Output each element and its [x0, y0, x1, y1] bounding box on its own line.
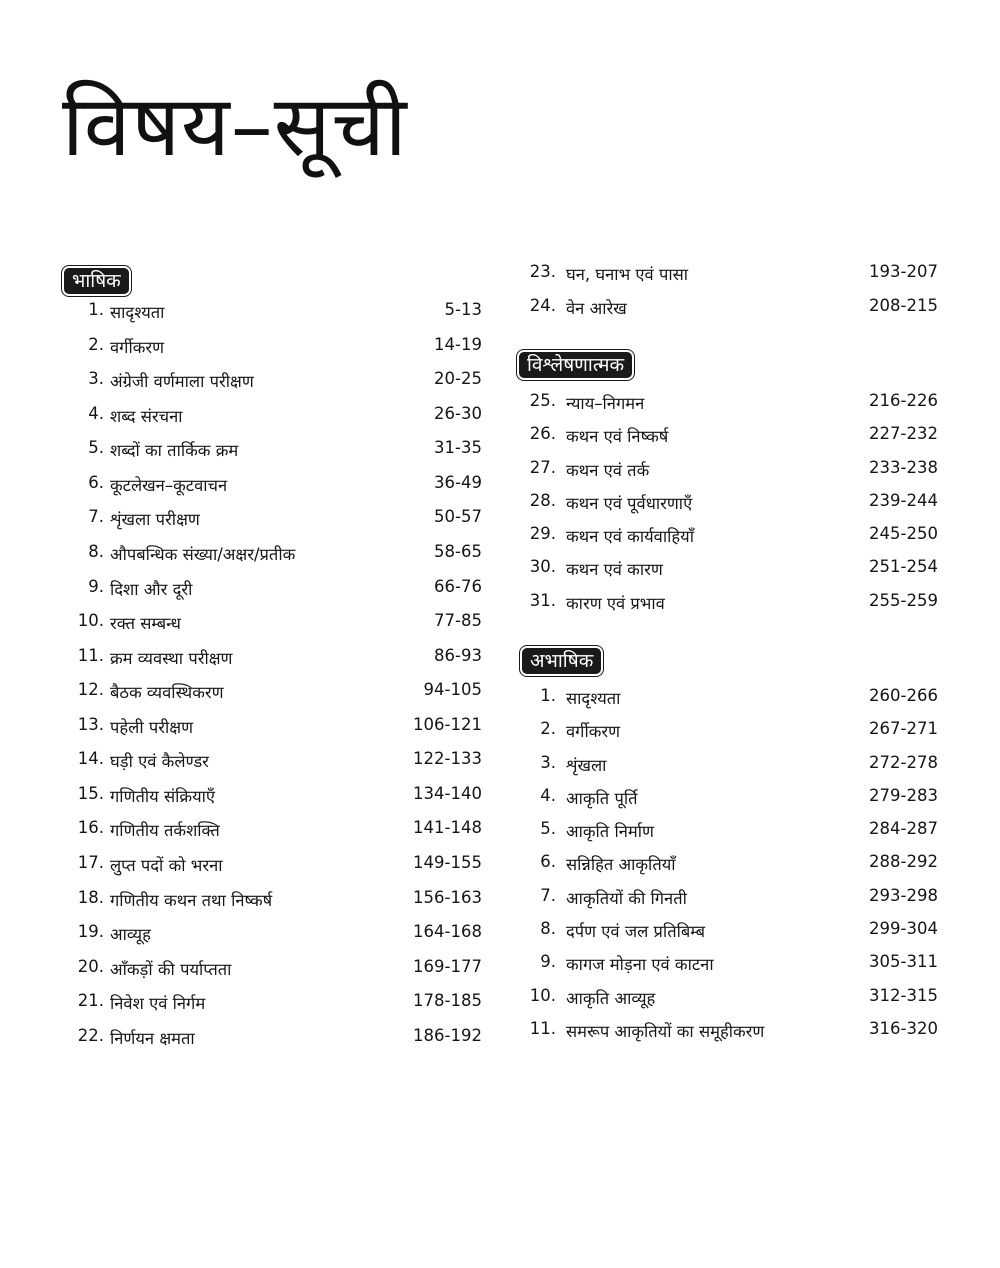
entry-page-range: 255-259 [869, 590, 938, 610]
entry-page-range: 156-163 [413, 887, 482, 907]
entry-page-range: 20-25 [434, 369, 482, 389]
entry-title: औपबन्धिक संख्या/अक्षर/प्रतीक [110, 544, 296, 564]
entry-page-range: 227-232 [869, 424, 938, 444]
toc-entry [0, 719, 1000, 752]
toc-entry [0, 886, 1000, 919]
entry-title: लुप्त पदों को भरना [110, 856, 223, 875]
entry-title: आकृति आव्यूह [566, 988, 656, 1008]
toc-list-bhashik-continued [0, 262, 1000, 330]
entry-number: 8. [88, 541, 104, 561]
entry-page-range: 216-226 [869, 391, 938, 410]
toc-entry [0, 490, 1000, 527]
entry-number: 3. [88, 369, 104, 389]
entry-page-range: 66-76 [434, 576, 482, 596]
entry-page-range: 178-185 [413, 991, 482, 1011]
entry-title: शब्द संरचना [110, 406, 183, 426]
entry-page-range: 164-168 [413, 922, 482, 942]
entry-title: गणितीय संक्रियाएँ [110, 786, 216, 806]
entry-title: कूटलेखन–कूटवाचन [110, 475, 228, 495]
toc-entry [0, 424, 1000, 457]
toc-entry [0, 986, 1000, 1019]
entry-number: 6. [88, 472, 104, 492]
entry-title: क्रम व्यवस्था परीक्षण [110, 648, 233, 668]
entry-number: 9. [540, 952, 556, 972]
entry-page-range: 141-148 [413, 818, 482, 838]
entry-title: समरूप आकृतियों का समूहीकरण [566, 1021, 765, 1041]
entry-page-range: 5-13 [444, 300, 482, 319]
entry-number: 7. [88, 507, 104, 527]
entry-page-range: 312-315 [869, 985, 938, 1005]
entry-number: 10. [77, 611, 104, 631]
entry-page-range: 299-304 [869, 919, 938, 939]
entry-number: 4. [88, 403, 104, 423]
entry-page-range: 288-292 [869, 852, 938, 872]
entry-title: कथन एवं तर्क [566, 460, 650, 480]
entry-title: सादृश्यता [110, 303, 165, 322]
page-title: विषय–सूची [62, 77, 408, 175]
entry-page-range: 134-140 [413, 783, 482, 803]
toc-entry [0, 1019, 1000, 1052]
entry-number: 11. [77, 645, 104, 665]
entry-title: वेन आरेख [566, 299, 627, 318]
toc-entry [0, 646, 500, 681]
toc-entry [0, 819, 1000, 852]
entry-page-range: 233-238 [869, 457, 938, 477]
entry-page-range: 36-49 [434, 472, 482, 492]
entry-page-range: 26-30 [434, 403, 482, 423]
entry-title: बैठक व्यवस्थिकरण [110, 683, 224, 703]
entry-number: 12. [77, 680, 104, 700]
entry-page-range: 122-133 [413, 749, 482, 769]
entry-number: 19. [77, 922, 104, 942]
toc-list-abhashik [0, 686, 1000, 1052]
entry-number: 31. [529, 590, 556, 610]
entry-page-range: 169-177 [413, 956, 482, 976]
entry-title: निर्णयन क्षमता [110, 1028, 195, 1048]
entry-title: पहेली परीक्षण [110, 717, 193, 737]
toc-entry [0, 952, 1000, 985]
toc-entry [0, 591, 1000, 624]
entry-number: 13. [77, 714, 104, 734]
toc-entry [0, 262, 1000, 296]
entry-page-range: 208-215 [869, 296, 938, 315]
entry-title: अंग्रेजी वर्णमाला परीक्षण [110, 372, 254, 392]
entry-title: आकृतियों की गिनती [566, 888, 687, 908]
entry-page-range: 305-311 [869, 952, 938, 972]
entry-page-range: 149-155 [413, 853, 482, 872]
toc-entry [0, 458, 1000, 491]
entry-number: 21. [77, 991, 104, 1011]
entry-number: 30. [529, 557, 556, 577]
entry-page-range: 245-250 [869, 524, 938, 544]
entry-number: 11. [529, 1018, 556, 1038]
entry-title: रक्त सम्बन्ध [110, 614, 181, 634]
toc-entry [0, 557, 1000, 590]
entry-title: कागज मोड़ना एवं काटना [566, 955, 714, 975]
entry-page-range: 284-287 [869, 819, 938, 839]
entry-title: न्याय–निगमन [566, 394, 645, 413]
toc-entry [0, 296, 1000, 330]
entry-title: गणितीय तर्कशक्ति [110, 821, 220, 841]
entry-number: 25. [529, 391, 556, 410]
entry-page-range: 186-192 [413, 1025, 482, 1045]
entry-title: सादृश्यता [566, 689, 621, 708]
toc-entry [0, 753, 1000, 786]
entry-number: 27. [529, 457, 556, 477]
entry-number: 26. [529, 424, 556, 444]
entry-title: शृंखला [566, 755, 607, 775]
toc-entry [0, 919, 1000, 952]
entry-title: वर्गीकरण [110, 337, 165, 357]
entry-title: सन्निहित आकृतियाँ [566, 855, 676, 875]
entry-title: कथन एवं कार्यवाहियाँ [566, 527, 695, 547]
entry-title: गणितीय कथन तथा निष्कर्ष [110, 890, 273, 910]
entry-page-range: 94-105 [423, 680, 482, 700]
toc-entry [0, 783, 1000, 819]
entry-number: 2. [88, 334, 104, 354]
entry-title: आँकड़ों की पर्याप्तता [110, 959, 232, 979]
entry-number: 5. [540, 819, 556, 839]
entry-number: 6. [540, 852, 556, 872]
entry-page-range: 106-121 [413, 714, 482, 734]
toc-entry [0, 686, 1000, 719]
entry-page-range: 31-35 [434, 438, 482, 458]
entry-number: 2. [540, 719, 556, 739]
entry-page-range: 50-57 [434, 507, 482, 527]
entry-number: 3. [540, 752, 556, 772]
entry-page-range: 239-244 [869, 490, 938, 510]
toc-entry [0, 524, 1000, 557]
entry-number: 9. [88, 576, 104, 596]
entry-number: 18. [77, 887, 104, 907]
toc-entry [0, 335, 500, 370]
entry-page-range: 293-298 [869, 885, 938, 905]
entry-title: दिशा और दूरी [110, 579, 193, 599]
entry-page-range: 272-278 [869, 752, 938, 772]
entry-number: 29. [529, 524, 556, 544]
entry-page-range: 251-254 [869, 557, 938, 577]
entry-page-range: 279-283 [869, 785, 938, 805]
toc-list-vishleshanatmak [0, 391, 1000, 624]
entry-title: आव्यूह [110, 925, 151, 945]
entry-number: 1. [540, 686, 556, 705]
entry-number: 15. [77, 783, 104, 803]
toc-entry [0, 852, 1000, 885]
entry-title: घन, घनाभ एवं पासा [566, 265, 689, 284]
entry-number: 8. [540, 919, 556, 939]
entry-title: वर्गीकरण [566, 722, 621, 742]
entry-number: 17. [77, 853, 104, 872]
entry-title: शब्दों का तार्किक क्रम [110, 441, 239, 461]
entry-page-range: 316-320 [869, 1018, 938, 1038]
entry-title: दर्पण एवं जल प्रतिबिम्ब [566, 922, 706, 942]
section-heading-abhashik: अभाषिक [522, 648, 601, 674]
entry-title: कथन एवं पूर्वधारणाएँ [566, 493, 693, 513]
entry-number: 23. [529, 262, 556, 281]
entry-title: आकृति निर्माण [566, 822, 654, 842]
entry-number: 7. [540, 885, 556, 905]
entry-page-range: 86-93 [434, 645, 482, 665]
entry-page-range: 260-266 [869, 686, 938, 705]
entry-title: कारण एवं प्रभाव [566, 593, 665, 613]
entry-title: घड़ी एवं कैलेण्डर [110, 752, 209, 772]
entry-title: कथन एवं कारण [566, 560, 663, 580]
entry-number: 4. [540, 785, 556, 805]
entry-number: 28. [529, 490, 556, 510]
section-heading-bhashik: भाषिक [64, 268, 129, 294]
entry-number: 10. [529, 985, 556, 1005]
entry-number: 1. [88, 300, 104, 319]
entry-page-range: 193-207 [869, 262, 938, 281]
entry-number: 16. [77, 818, 104, 838]
entry-number: 5. [88, 438, 104, 458]
entry-title: शृंखला परीक्षण [110, 510, 200, 530]
entry-page-range: 14-19 [434, 334, 482, 354]
section-heading-vishleshanatmak: विश्लेषणात्मक [519, 352, 632, 378]
entry-title: निवेश एवं निर्गम [110, 994, 206, 1014]
entry-number: 24. [529, 296, 556, 315]
entry-title: आकृति पूर्ति [566, 788, 638, 808]
entry-number: 14. [77, 749, 104, 769]
entry-page-range: 77-85 [434, 611, 482, 631]
entry-number: 20. [77, 956, 104, 976]
entry-number: 22. [77, 1025, 104, 1045]
entry-page-range: 267-271 [869, 719, 938, 739]
toc-entry [0, 391, 1000, 424]
entry-page-range: 58-65 [434, 541, 482, 561]
entry-title: कथन एवं निष्कर्ष [566, 427, 669, 447]
